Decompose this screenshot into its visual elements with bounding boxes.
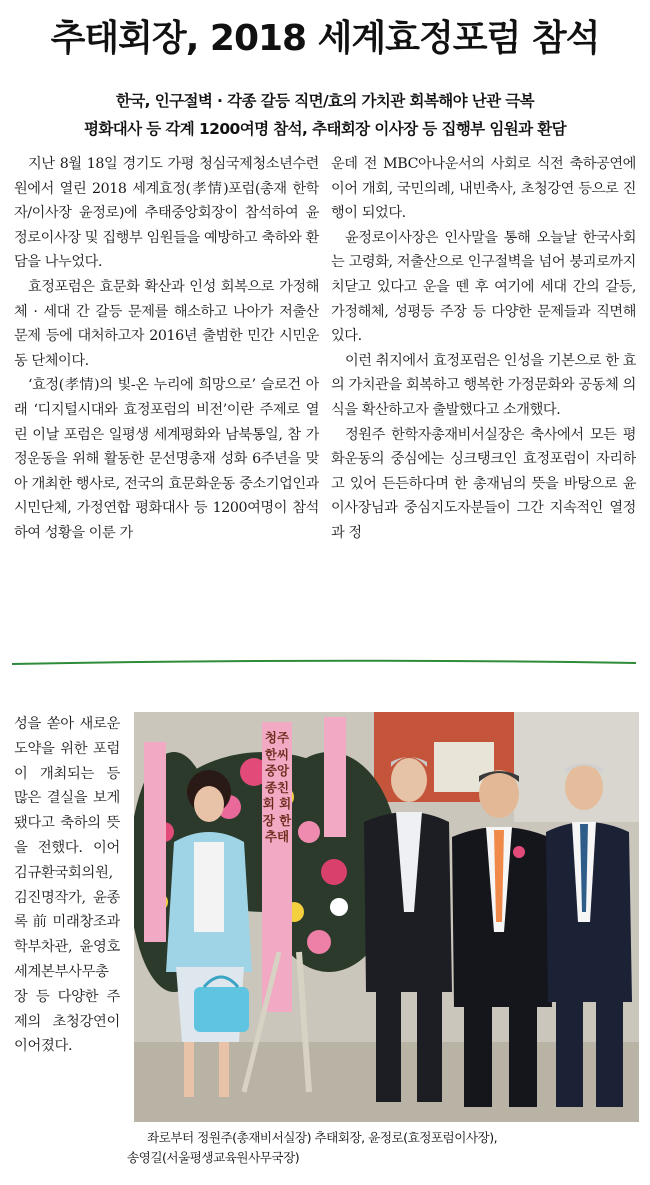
headline: 추태회장, 2018 세계효정포럼 참석 bbox=[50, 18, 600, 59]
section-divider bbox=[12, 657, 636, 667]
left-column bbox=[14, 152, 319, 622]
subheadline-2: 평화대사 등 각계 1200여명 참석, 추태회장 이사장 등 집행부 임원과 환담 bbox=[83, 120, 567, 138]
right-column bbox=[331, 152, 636, 622]
bottom-column: 성을 쏟아 새로운 도약을 위한 포럼이 개최되는 등 많은 결실을 보게 됐다고 축하의 뜻을 전했다. 이어 김규환국회의원, 김진명작가, 윤종록 前 미래창조과학부차관, 윤영호세계본부사무총장 등 다양한 주제의 초청강연이 이어졌다. bbox=[14, 716, 120, 1055]
photo-caption bbox=[127, 1128, 647, 1168]
event-photo bbox=[134, 712, 639, 1122]
subheadline-1: 한국, 인구절벽 · 각종 갈등 직면/효의 가치관 회복해야 난관 극복 bbox=[115, 92, 535, 110]
right-paragraph-1: 운데 전 MBC아나운서의 사회로 식전 축하공연에 이어 개회, 국민의례, 내빈축사, 초청강연 등으로 진행이 되었다. bbox=[331, 156, 636, 222]
caption-line-1: 좌로부터 정원주(총재비서실장) 추태회장, 윤정로(효정포럼이사장), bbox=[147, 1130, 498, 1145]
left-paragraph-3: ‘효정(孝情)의 빛-온 누리에 희망으로’ 슬로건 아래 ‘디지털시대와 효정포럼의 비전’이란 주제로 열린 이날 포럼은 일평생 세계평화와 남북통일, 참 가정운동을 위해 활동한 문선명총재 성화 6주년을 맞아 개최한 행사로, 전국의 효문화운동 중소기업인과 시민단체, 가정연합 평화대사 등 1200여명이 참석하여 성황을 이룬 가 bbox=[14, 377, 319, 541]
photo-ribbon-text: 청주한씨중앙종친회 회장 한추태 bbox=[262, 730, 292, 844]
right-paragraph-3: 이런 취지에서 효정포럼은 인성을 기본으로 한 효의 가치관을 회복하고 행복한 가정문화와 공동체 의식을 확산하고자 출발했다고 소개했다. bbox=[331, 352, 636, 418]
right-paragraph-2: 윤정로이사장은 인사말을 통해 오늘날 한국사회는 고령화, 저출산으로 인구절벽을 넘어 붕괴로까지 치닫고 있다고 운을 뗀 후 여기에 세대 간의 갈등, 가정해체, 성평등 주장 등 다양한 문제들과 직면해 있다. bbox=[331, 229, 636, 345]
right-paragraph-4: 정원주 한학자총재비서실장은 축사에서 모든 평화운동의 중심에는 싱크탱크인 효정포럼이 자리하고 있어 든든하다며 한 총재님의 뜻을 바탕으로 윤이사장님과 중심지도자분들이 그간 지속적인 열정과 정 bbox=[331, 426, 636, 541]
left-paragraph-2: 효정포럼은 효문화 확산과 인성 회복으로 가정해체 · 세대 간 갈등 문제를 해소하고 나아가 저출산 문제 등에 대처하고자 2016년 출범한 민간 시민운동 단체이다. bbox=[14, 278, 319, 369]
caption-line-2: 송영길(서울평생교육원사무국장) bbox=[127, 1150, 300, 1165]
left-paragraph-1: 지난 8월 18일 경기도 가평 청심국제청소년수련원에서 열린 2018 세계효정(孝情)포럼(총재 한학자/이사장 윤정로)에 추태중앙회장이 참석하여 윤정로이사장 및 집행부 임원들을 예방하고 축하와 환담을 나누었다. bbox=[14, 156, 319, 271]
